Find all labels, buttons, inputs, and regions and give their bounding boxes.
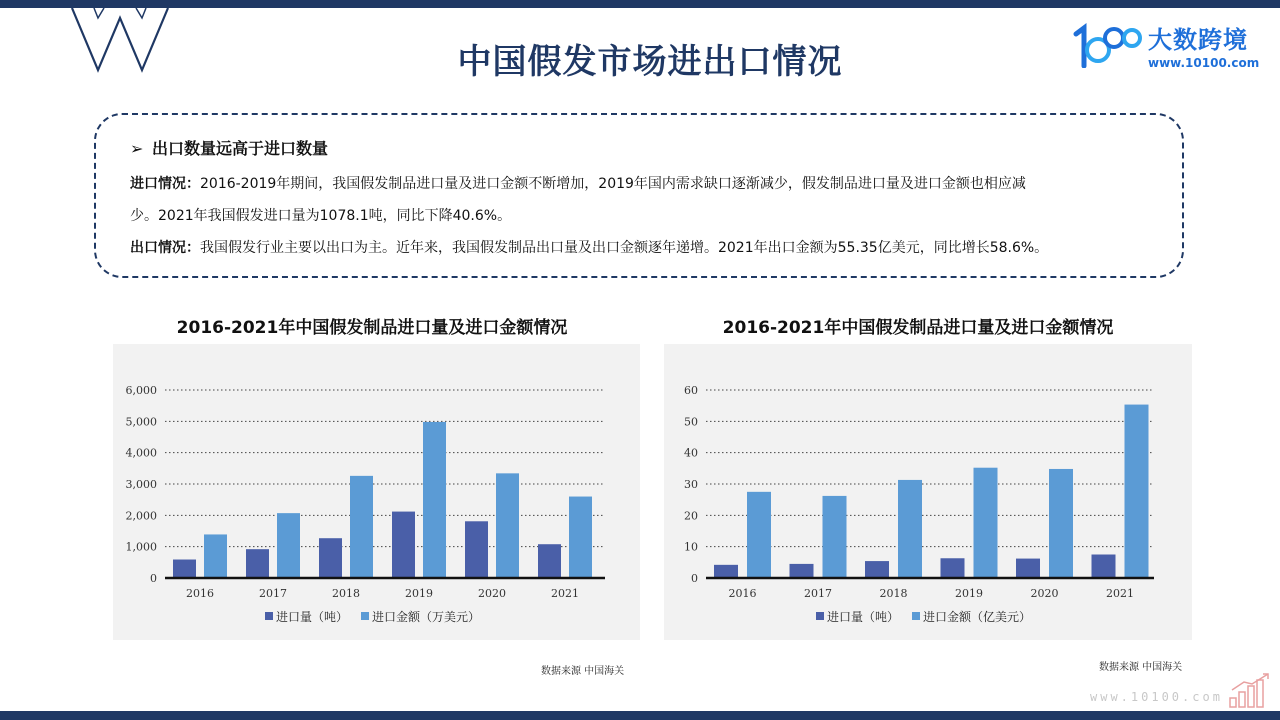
x-tick-label: 2020 <box>1030 587 1059 600</box>
legend-label: 进口量（吨） <box>827 610 900 624</box>
bar-volume-2020 <box>465 521 488 578</box>
chart-2-title: 2016-2021年中国假发制品进口量及进口金额情况 <box>722 318 1114 338</box>
brand-logo <box>1070 20 1270 80</box>
y-tick-label: 60 <box>684 384 698 397</box>
x-tick-label: 2016 <box>728 587 757 600</box>
x-tick-label: 2019 <box>405 587 433 600</box>
legend-swatch <box>361 612 369 620</box>
top-bar <box>0 0 1280 8</box>
import-line-1 <box>130 173 1026 193</box>
brand-mark-icon <box>1070 22 1142 68</box>
page-title: 中国假发市场进出口情况 <box>457 42 843 82</box>
bar-amount-2019 <box>974 468 998 578</box>
y-tick-label: 30 <box>684 478 698 491</box>
y-tick-label: 5,000 <box>125 415 157 429</box>
bar-volume-2018 <box>319 538 342 578</box>
bar-volume-2018 <box>865 561 889 578</box>
legend-label: 进口量（吨） <box>276 610 349 624</box>
bar-volume-2017 <box>790 564 814 578</box>
bar-volume-2021 <box>538 544 561 578</box>
bar-volume-2017 <box>246 549 269 578</box>
import-label: 进口情况： <box>130 176 200 192</box>
import-text-1: 2016-2019年期间，我国假发制品进口量及进口金额不断增加，2019年国内需求缺口逐渐减少，假发制品进口量及进口金额也相应减 <box>200 176 1026 192</box>
legend-label: 进口金额（亿美元） <box>923 610 1032 624</box>
bar-volume-2016 <box>173 560 196 578</box>
x-tick-label: 2017 <box>259 587 287 600</box>
chart-2 <box>664 344 1192 640</box>
legend-swatch <box>816 612 824 620</box>
chart-2-source: 数据来源 中国海关 <box>1099 662 1183 673</box>
y-tick-label: 50 <box>684 415 698 429</box>
chart-1 <box>113 344 640 640</box>
x-tick-label: 2016 <box>186 587 214 600</box>
y-tick-label: 4,000 <box>125 446 157 460</box>
chart-1-title: 2016-2021年中国假发制品进口量及进口金额情况 <box>176 318 568 338</box>
bar-amount-2017 <box>277 513 300 578</box>
bar-amount-2020 <box>496 473 519 578</box>
x-tick-label: 2018 <box>332 587 360 600</box>
growth-chart-icon <box>1228 672 1272 708</box>
y-tick-label: 2,000 <box>125 509 157 523</box>
bar-amount-2018 <box>350 476 373 578</box>
bar-amount-2017 <box>823 496 847 578</box>
x-tick-label: 2018 <box>879 587 908 600</box>
brand-name: 大数跨境 <box>1148 26 1248 54</box>
info-heading-text: 出口数量远高于进口数量 <box>152 139 329 158</box>
x-tick-label: 2019 <box>955 587 983 600</box>
bar-amount-2016 <box>204 534 227 578</box>
watermark-url: www.10100.com <box>1090 690 1223 704</box>
bar-amount-2019 <box>423 422 446 578</box>
bar-amount-2021 <box>1125 405 1149 578</box>
y-tick-label: 0 <box>150 572 157 585</box>
brand-url: www.10100.com <box>1148 56 1260 70</box>
y-tick-label: 20 <box>684 509 698 523</box>
arrow-icon: ➢ <box>130 139 144 158</box>
chart-1-source: 数据来源 中国海关 <box>541 666 625 677</box>
bar-volume-2019 <box>392 512 415 578</box>
export-line <box>130 237 1048 257</box>
bar-amount-2018 <box>898 480 922 578</box>
y-tick-label: 1,000 <box>125 540 157 554</box>
x-tick-label: 2017 <box>804 587 832 600</box>
x-tick-label: 2020 <box>478 587 506 600</box>
export-text: 我国假发行业主要以出口为主。近年来，我国假发制品出口量及出口金额逐年递增。2021年出口金额为55.35亿美元，同比增长58.6%。 <box>200 240 1049 256</box>
info-heading <box>130 136 328 159</box>
x-tick-label: 2021 <box>551 587 579 600</box>
bar-amount-2021 <box>569 497 592 578</box>
bar-volume-2021 <box>1092 555 1116 579</box>
bar-amount-2020 <box>1049 469 1073 578</box>
export-label: 出口情况： <box>130 240 200 256</box>
y-tick-label: 10 <box>684 540 698 554</box>
bar-volume-2019 <box>941 558 965 578</box>
bar-volume-2020 <box>1016 559 1040 578</box>
bar-volume-2016 <box>714 565 738 578</box>
y-tick-label: 3,000 <box>125 478 157 491</box>
legend-swatch <box>912 612 920 620</box>
legend-label: 进口金额（万美元） <box>372 610 481 624</box>
bar-amount-2016 <box>747 492 771 578</box>
y-tick-label: 6,000 <box>125 384 157 397</box>
import-line-2: 少。2021年我国假发进口量为1078.1吨，同比下降40.6%。 <box>130 208 512 224</box>
bottom-bar <box>0 711 1280 720</box>
legend-swatch <box>265 612 273 620</box>
y-tick-label: 0 <box>691 572 698 585</box>
x-tick-label: 2021 <box>1106 587 1134 600</box>
y-tick-label: 40 <box>684 446 698 460</box>
